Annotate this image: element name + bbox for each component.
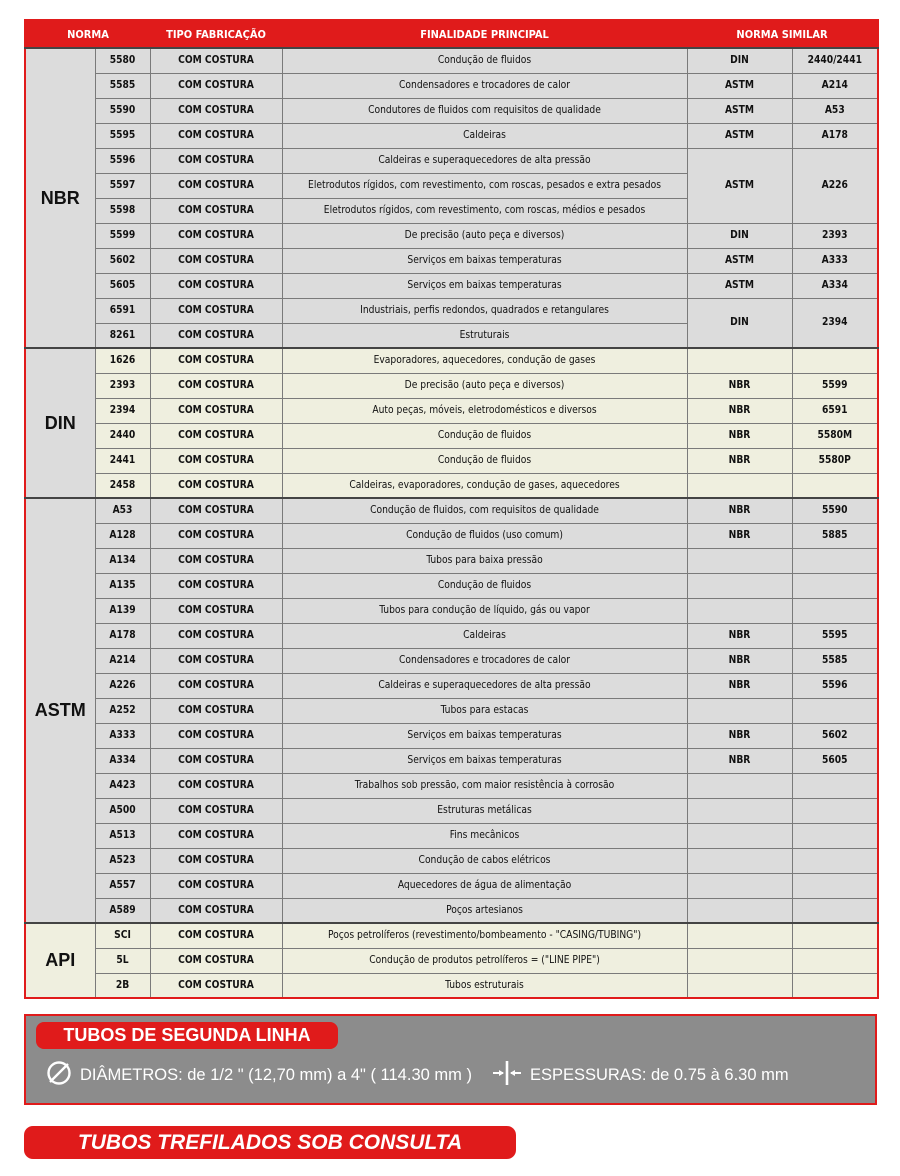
similar-code: 2440/2441 xyxy=(792,48,878,73)
tipo-fabricacao: COM COSTURA xyxy=(150,448,282,473)
norma-code: A557 xyxy=(95,873,150,898)
table-row xyxy=(25,973,878,998)
finalidade: De precisão (auto peça e diversos) xyxy=(282,223,687,248)
tipo-fabricacao: COM COSTURA xyxy=(150,323,282,348)
header-similar: NORMA SIMILAR xyxy=(687,20,878,48)
norma-code: A334 xyxy=(95,748,150,773)
finalidade: Serviços em baixas temperaturas xyxy=(282,248,687,273)
norma-code: 5605 xyxy=(95,273,150,298)
dimensions-row xyxy=(46,1060,789,1090)
table-row xyxy=(25,448,878,473)
group-label: ASTM xyxy=(25,498,95,923)
finalidade: Estruturas metálicas xyxy=(282,798,687,823)
tipo-fabricacao: COM COSTURA xyxy=(150,698,282,723)
tipo-fabricacao: COM COSTURA xyxy=(150,648,282,673)
similar-code: 5602 xyxy=(792,723,878,748)
similar-norma: DIN xyxy=(687,298,792,348)
similar-norma xyxy=(687,573,792,598)
espessura-text: ESPESSURAS: de 0.75 à 6.30 mm xyxy=(529,1065,789,1084)
similar-norma: NBR xyxy=(687,498,792,523)
finalidade: Auto peças, móveis, eletrodomésticos e diversos xyxy=(282,398,687,423)
finalidade: Condensadores e trocadores de calor xyxy=(282,648,687,673)
similar-norma: ASTM xyxy=(687,123,792,148)
segunda-linha-panel xyxy=(24,1014,877,1105)
finalidade: Eletrodutos rígidos, com revestimento, com roscas, médios e pesados xyxy=(282,198,687,223)
norma-code: A135 xyxy=(95,573,150,598)
table-row xyxy=(25,848,878,873)
tipo-fabricacao: COM COSTURA xyxy=(150,973,282,998)
finalidade: Caldeiras e superaquecedores de alta pressão xyxy=(282,673,687,698)
table-row xyxy=(25,98,878,123)
finalidade: Condução de fluidos xyxy=(282,573,687,598)
tipo-fabricacao: COM COSTURA xyxy=(150,348,282,373)
norma-code: A214 xyxy=(95,648,150,673)
similar-code xyxy=(792,823,878,848)
finalidade: Condutores de fluidos com requisitos de qualidade xyxy=(282,98,687,123)
diameter-icon xyxy=(46,1060,72,1091)
similar-code: A333 xyxy=(792,248,878,273)
similar-code xyxy=(792,548,878,573)
norma-code: 6591 xyxy=(95,298,150,323)
finalidade: Serviços em baixas temperaturas xyxy=(282,723,687,748)
similar-norma xyxy=(687,548,792,573)
tipo-fabricacao: COM COSTURA xyxy=(150,273,282,298)
tipo-fabricacao: COM COSTURA xyxy=(150,598,282,623)
finalidade: Fins mecânicos xyxy=(282,823,687,848)
similar-norma: NBR xyxy=(687,448,792,473)
finalidade: Evaporadores, aquecedores, condução de gases xyxy=(282,348,687,373)
table-row xyxy=(25,623,878,648)
table-row xyxy=(25,248,878,273)
norma-code: SCI xyxy=(95,923,150,948)
table-row xyxy=(25,498,878,523)
norma-code: 8261 xyxy=(95,323,150,348)
similar-code xyxy=(792,798,878,823)
similar-code: 5590 xyxy=(792,498,878,523)
tipo-fabricacao: COM COSTURA xyxy=(150,173,282,198)
similar-norma: NBR xyxy=(687,623,792,648)
norma-code: A53 xyxy=(95,498,150,523)
table-row xyxy=(25,273,878,298)
table-row xyxy=(25,673,878,698)
norma-code: A523 xyxy=(95,848,150,873)
similar-code: A53 xyxy=(792,98,878,123)
finalidade: Serviços em baixas temperaturas xyxy=(282,748,687,773)
similar-norma xyxy=(687,873,792,898)
tipo-fabricacao: COM COSTURA xyxy=(150,298,282,323)
table-row xyxy=(25,473,878,498)
tipo-fabricacao: COM COSTURA xyxy=(150,748,282,773)
tipo-fabricacao: COM COSTURA xyxy=(150,773,282,798)
tipo-fabricacao: COM COSTURA xyxy=(150,898,282,923)
table-row xyxy=(25,148,878,173)
finalidade: Eletrodutos rígidos, com revestimento, com roscas, pesados e extra pesados xyxy=(282,173,687,198)
similar-norma xyxy=(687,973,792,998)
norma-code: 5597 xyxy=(95,173,150,198)
finalidade: Caldeiras xyxy=(282,123,687,148)
finalidade: Poços petrolíferos (revestimento/bombeamento - "CASING/TUBING") xyxy=(282,923,687,948)
diametro-text: DIÂMETROS: de 1/2 " (12,70 mm) a 4" ( 114.30 mm ) xyxy=(80,1065,472,1084)
group-api xyxy=(25,923,878,998)
similar-code xyxy=(792,923,878,948)
tipo-fabricacao: COM COSTURA xyxy=(150,723,282,748)
tipo-fabricacao: COM COSTURA xyxy=(150,198,282,223)
tipo-fabricacao: COM COSTURA xyxy=(150,423,282,448)
similar-norma: DIN xyxy=(687,48,792,73)
similar-norma xyxy=(687,823,792,848)
similar-code xyxy=(792,973,878,998)
tipo-fabricacao: COM COSTURA xyxy=(150,848,282,873)
similar-code: 5885 xyxy=(792,523,878,548)
similar-norma: ASTM xyxy=(687,98,792,123)
similar-code xyxy=(792,898,878,923)
similar-code xyxy=(792,698,878,723)
norma-code: 5L xyxy=(95,948,150,973)
similar-code: 5605 xyxy=(792,748,878,773)
table-row xyxy=(25,223,878,248)
similar-code: 2393 xyxy=(792,223,878,248)
finalidade: Poços artesianos xyxy=(282,898,687,923)
similar-norma xyxy=(687,898,792,923)
tipo-fabricacao: COM COSTURA xyxy=(150,948,282,973)
finalidade: Condução de fluidos xyxy=(282,448,687,473)
similar-code xyxy=(792,948,878,973)
similar-code: A178 xyxy=(792,123,878,148)
tipo-fabricacao: COM COSTURA xyxy=(150,573,282,598)
similar-norma: NBR xyxy=(687,523,792,548)
tipo-fabricacao: COM COSTURA xyxy=(150,823,282,848)
norma-code: A333 xyxy=(95,723,150,748)
norma-code: A134 xyxy=(95,548,150,573)
norma-code: 2394 xyxy=(95,398,150,423)
group-label: API xyxy=(25,923,95,998)
similar-norma: NBR xyxy=(687,423,792,448)
tipo-fabricacao: COM COSTURA xyxy=(150,148,282,173)
tipo-fabricacao: COM COSTURA xyxy=(150,673,282,698)
tipo-fabricacao: COM COSTURA xyxy=(150,873,282,898)
table-row xyxy=(25,648,878,673)
norma-code: A128 xyxy=(95,523,150,548)
finalidade: Condução de fluidos (uso comum) xyxy=(282,523,687,548)
norma-code: 2440 xyxy=(95,423,150,448)
norma-code: 2441 xyxy=(95,448,150,473)
finalidade: Tubos para condução de líquido, gás ou vapor xyxy=(282,598,687,623)
norma-code: A423 xyxy=(95,773,150,798)
table-row xyxy=(25,123,878,148)
finalidade: Condução de fluidos xyxy=(282,423,687,448)
table-row xyxy=(25,948,878,973)
finalidade: De precisão (auto peça e diversos) xyxy=(282,373,687,398)
thickness-icon xyxy=(492,1060,522,1091)
table-row xyxy=(25,423,878,448)
similar-code: A226 xyxy=(792,148,878,223)
similar-code: 5595 xyxy=(792,623,878,648)
finalidade: Condução de fluidos, com requisitos de qualidade xyxy=(282,498,687,523)
finalidade: Estruturais xyxy=(282,323,687,348)
similar-norma: ASTM xyxy=(687,273,792,298)
finalidade: Aquecedores de água de alimentação xyxy=(282,873,687,898)
norma-code: A513 xyxy=(95,823,150,848)
norma-code: A252 xyxy=(95,698,150,723)
similar-norma: ASTM xyxy=(687,248,792,273)
table-row xyxy=(25,348,878,373)
similar-norma xyxy=(687,598,792,623)
table-row xyxy=(25,598,878,623)
finalidade: Industriais, perfis redondos, quadrados e retangulares xyxy=(282,298,687,323)
table-row xyxy=(25,748,878,773)
similar-code xyxy=(792,873,878,898)
group-label: NBR xyxy=(25,48,95,348)
norma-code: A589 xyxy=(95,898,150,923)
tipo-fabricacao: COM COSTURA xyxy=(150,623,282,648)
table-row xyxy=(25,723,878,748)
similar-norma xyxy=(687,948,792,973)
tipo-fabricacao: COM COSTURA xyxy=(150,123,282,148)
tipo-fabricacao: COM COSTURA xyxy=(150,548,282,573)
table-row xyxy=(25,823,878,848)
header-norma: NORMA xyxy=(25,20,150,48)
group-astm xyxy=(25,498,878,923)
norma-code: 5602 xyxy=(95,248,150,273)
norma-code: 2B xyxy=(95,973,150,998)
table-row xyxy=(25,873,878,898)
norma-code: 5599 xyxy=(95,223,150,248)
norma-code: A139 xyxy=(95,598,150,623)
table-row xyxy=(25,898,878,923)
table-row xyxy=(25,923,878,948)
norma-code: A178 xyxy=(95,623,150,648)
norma-code: A500 xyxy=(95,798,150,823)
similar-code: 2394 xyxy=(792,298,878,348)
table-row xyxy=(25,798,878,823)
similar-code: 6591 xyxy=(792,398,878,423)
tipo-fabricacao: COM COSTURA xyxy=(150,473,282,498)
similar-code xyxy=(792,848,878,873)
norma-code: A226 xyxy=(95,673,150,698)
similar-code: A214 xyxy=(792,73,878,98)
similar-code: 5596 xyxy=(792,673,878,698)
similar-norma: NBR xyxy=(687,723,792,748)
standards-table xyxy=(24,19,879,999)
table-row xyxy=(25,773,878,798)
similar-norma xyxy=(687,773,792,798)
similar-norma: NBR xyxy=(687,748,792,773)
finalidade: Caldeiras, evaporadores, condução de gases, aquecedores xyxy=(282,473,687,498)
similar-code: 5599 xyxy=(792,373,878,398)
similar-code xyxy=(792,348,878,373)
similar-norma: NBR xyxy=(687,648,792,673)
norma-code: 5595 xyxy=(95,123,150,148)
similar-code: 5580P xyxy=(792,448,878,473)
group-din xyxy=(25,348,878,498)
norma-code: 5590 xyxy=(95,98,150,123)
norma-code: 5598 xyxy=(95,198,150,223)
tipo-fabricacao: COM COSTURA xyxy=(150,248,282,273)
tipo-fabricacao: COM COSTURA xyxy=(150,223,282,248)
similar-norma xyxy=(687,698,792,723)
finalidade: Caldeiras e superaquecedores de alta pressão xyxy=(282,148,687,173)
table-row xyxy=(25,548,878,573)
table-row xyxy=(25,298,878,323)
similar-norma: ASTM xyxy=(687,148,792,223)
header-finalidade: FINALIDADE PRINCIPAL xyxy=(282,20,687,48)
finalidade: Trabalhos sob pressão, com maior resistência à corrosão xyxy=(282,773,687,798)
tipo-fabricacao: COM COSTURA xyxy=(150,798,282,823)
norma-code: 5585 xyxy=(95,73,150,98)
table-row xyxy=(25,73,878,98)
similar-norma: NBR xyxy=(687,398,792,423)
tipo-fabricacao: COM COSTURA xyxy=(150,73,282,98)
tipo-fabricacao: COM COSTURA xyxy=(150,373,282,398)
tipo-fabricacao: COM COSTURA xyxy=(150,48,282,73)
header-tipo: TIPO FABRICAÇÃO xyxy=(150,20,282,48)
finalidade: Condução de fluidos xyxy=(282,48,687,73)
similar-code: 5585 xyxy=(792,648,878,673)
table-row xyxy=(25,698,878,723)
table-row xyxy=(25,373,878,398)
finalidade: Tubos para baixa pressão xyxy=(282,548,687,573)
similar-code xyxy=(792,773,878,798)
segunda-linha-title: TUBOS DE SEGUNDA LINHA xyxy=(36,1022,338,1049)
similar-code xyxy=(792,573,878,598)
tipo-fabricacao: COM COSTURA xyxy=(150,398,282,423)
norma-code: 2458 xyxy=(95,473,150,498)
header-row xyxy=(25,20,878,48)
finalidade: Serviços em baixas temperaturas xyxy=(282,273,687,298)
norma-code: 5596 xyxy=(95,148,150,173)
similar-norma xyxy=(687,798,792,823)
similar-code xyxy=(792,598,878,623)
similar-norma xyxy=(687,348,792,373)
similar-norma: NBR xyxy=(687,673,792,698)
finalidade: Condução de produtos petrolíferos = ("LINE PIPE") xyxy=(282,948,687,973)
similar-code: A334 xyxy=(792,273,878,298)
similar-norma xyxy=(687,473,792,498)
group-label: DIN xyxy=(25,348,95,498)
finalidade: Tubos para estacas xyxy=(282,698,687,723)
table-row xyxy=(25,48,878,73)
similar-norma xyxy=(687,848,792,873)
similar-norma: NBR xyxy=(687,373,792,398)
similar-norma: ASTM xyxy=(687,73,792,98)
table-row xyxy=(25,398,878,423)
tipo-fabricacao: COM COSTURA xyxy=(150,98,282,123)
similar-norma xyxy=(687,923,792,948)
similar-norma: DIN xyxy=(687,223,792,248)
finalidade: Condensadores e trocadores de calor xyxy=(282,73,687,98)
group-nbr xyxy=(25,48,878,348)
finalidade: Tubos estruturais xyxy=(282,973,687,998)
tipo-fabricacao: COM COSTURA xyxy=(150,498,282,523)
finalidade: Caldeiras xyxy=(282,623,687,648)
tipo-fabricacao: COM COSTURA xyxy=(150,923,282,948)
norma-code: 5580 xyxy=(95,48,150,73)
tipo-fabricacao: COM COSTURA xyxy=(150,523,282,548)
trefilados-banner: TUBOS TREFILADOS SOB CONSULTA xyxy=(24,1126,516,1159)
similar-code xyxy=(792,473,878,498)
norma-code: 1626 xyxy=(95,348,150,373)
table-row xyxy=(25,573,878,598)
table-row xyxy=(25,523,878,548)
norma-code: 2393 xyxy=(95,373,150,398)
finalidade: Condução de cabos elétricos xyxy=(282,848,687,873)
similar-code: 5580M xyxy=(792,423,878,448)
